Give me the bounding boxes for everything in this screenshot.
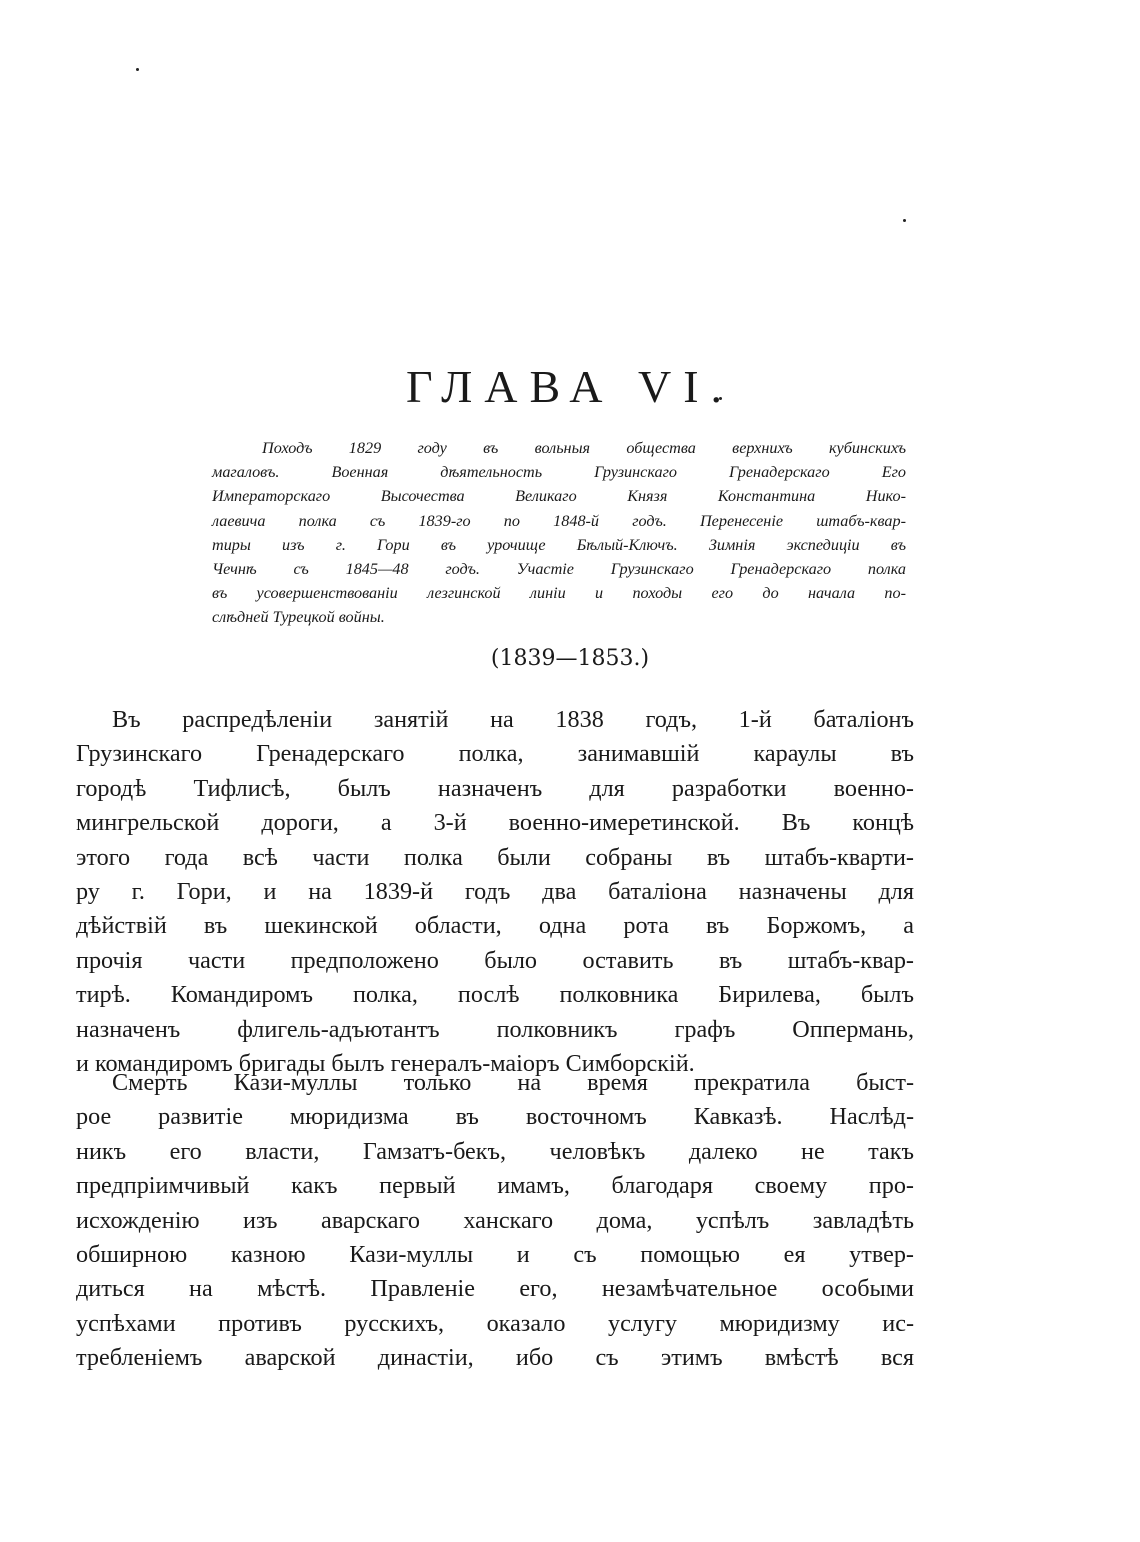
summary-line: Императорскаго Высочества Великаго Князя Константина Нико- xyxy=(212,487,906,506)
summary-line: Чечнѣ съ 1845—48 годъ. Участіе Грузинскаго Гренадерскаго полка xyxy=(212,560,906,579)
paragraph-line: назначенъ флигель-адъютантъ полковникъ графъ Оппермань, xyxy=(76,1015,914,1043)
paragraph-line: обширною казною Кази-муллы и съ помощью ея утвер- xyxy=(76,1241,914,1269)
paragraph-line: диться на мѣстѣ. Правленіе его, незамѣчательное особыми xyxy=(76,1275,914,1303)
paragraph-line: городѣ Тифлисѣ, былъ назначенъ для разработки военно- xyxy=(76,774,914,802)
paragraph-line: исхожденію изъ аварскаго ханскаго дома, успѣлъ завладѣть xyxy=(76,1206,914,1234)
paragraph-line: рое развитіе мюридизма въ восточномъ Кавказѣ. Наслѣд- xyxy=(76,1103,914,1131)
paragraph-line: мингрельской дороги, а 3-й военно-имеретинской. Въ концѣ xyxy=(76,809,914,837)
ink-speck xyxy=(903,219,906,222)
summary-line: слѣдней Турецкой войны. xyxy=(212,608,385,627)
summary-line: въ усовершенствованіи лезгинской линіи и походы его до начала по- xyxy=(212,584,906,603)
paragraph-line: предпріимчивый какъ первый имамъ, благодаря своему про- xyxy=(76,1172,914,1200)
paragraph-line: Грузинскаго Гренадерскаго полка, занимавшій караулы въ xyxy=(76,740,914,768)
paragraph-line: никъ его власти, Гамзатъ-бекъ, человѣкъ далеко не такъ xyxy=(76,1137,914,1165)
summary-line: тиры изъ г. Гори въ урочище Бѣлый-Ключъ. Зимнія экспедиціи въ xyxy=(212,535,906,554)
paragraph-line: прочія части предположено было оставить въ штабъ-квар- xyxy=(76,946,914,974)
chapter-title: ГЛАВА VI. xyxy=(405,361,735,412)
chapter-summary xyxy=(212,436,906,630)
chapter-years: (1839—1853.) xyxy=(490,646,650,671)
paragraph-line: этого года всѣ части полка были собраны въ штабъ-кварти- xyxy=(76,843,914,871)
paragraph-line: тирѣ. Командиромъ полка, послѣ полковника Бирилева, былъ xyxy=(76,981,914,1009)
summary-line: лаевича полка съ 1839-го по 1848-й годъ. Перенесеніе штабъ-квар- xyxy=(212,511,906,530)
paragraph-line: ру г. Гори, и на 1839-й годъ два баталіона назначены для xyxy=(76,878,914,906)
paragraph-1 xyxy=(76,703,914,1081)
ink-speck xyxy=(136,68,139,71)
paragraph-line: требленіемъ аварской династіи, ибо съ этимъ вмѣстѣ вся xyxy=(76,1344,914,1372)
paragraph-line: Смерть Кази-муллы только на время прекратила быст- xyxy=(112,1069,914,1096)
summary-line: магаловъ. Военная дѣятельность Грузинскаго Гренадерскаго Его xyxy=(212,463,906,482)
summary-line: Походъ 1829 году въ вольныя общества верхнихъ кубинскихъ xyxy=(262,439,906,457)
paragraph-line: дѣйствій въ шекинской области, одна рота въ Боржомъ, а xyxy=(76,912,914,940)
paragraph-2 xyxy=(76,1066,914,1376)
paragraph-line: и командиромъ бригады былъ генералъ-маіоръ Симборскій. xyxy=(76,1050,695,1078)
paragraph-line: успѣхами противъ русскихъ, оказало услугу мюридизму ис- xyxy=(76,1309,914,1337)
paragraph-line: Въ распредѣленіи занятій на 1838 годъ, 1-й баталіонъ xyxy=(112,706,914,733)
